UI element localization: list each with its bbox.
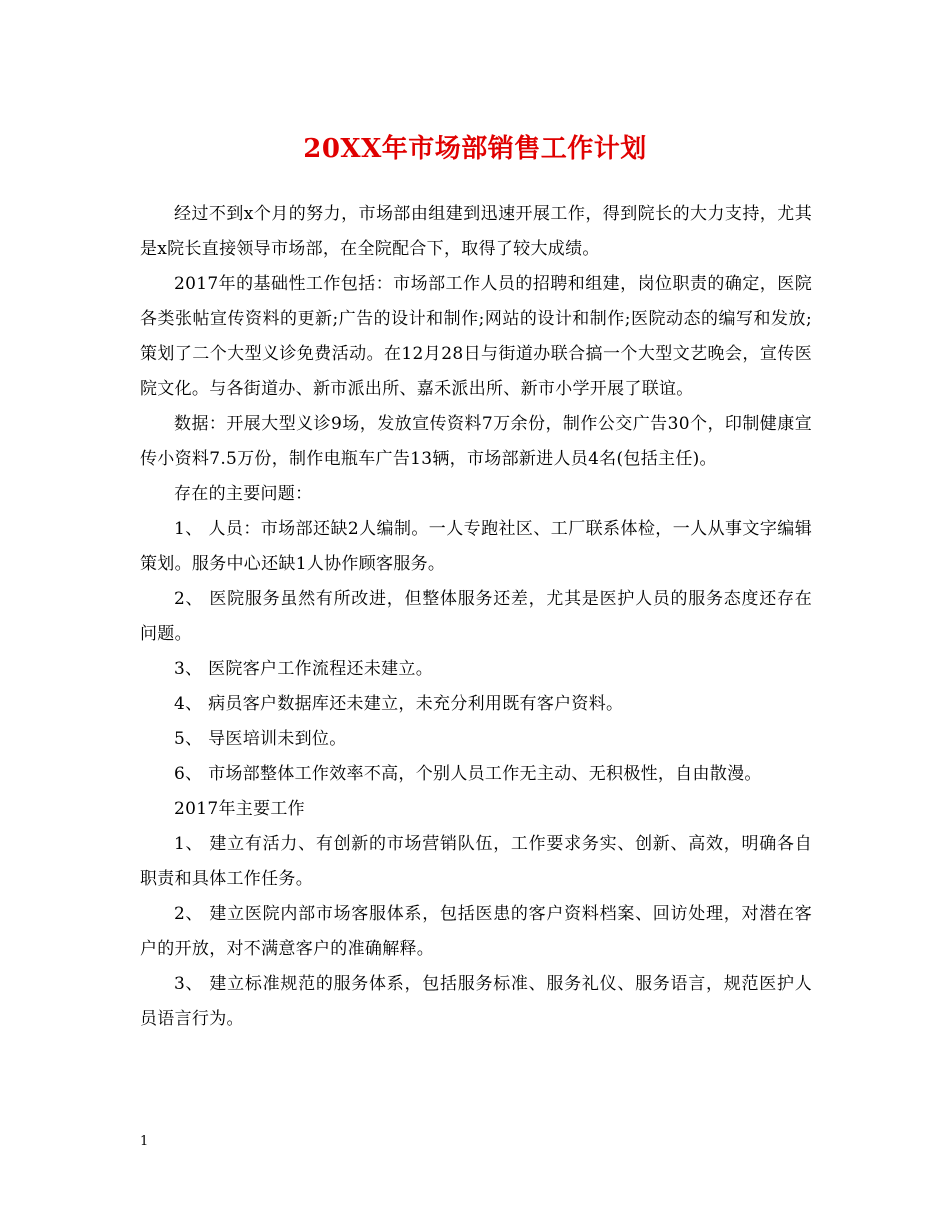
document-title: 20XX年市场部销售工作计划 bbox=[303, 134, 647, 164]
paragraph-problem-6: 6、 市场部整体工作效率不高，个别人员工作无主动、无积极性，自由散漫。 bbox=[174, 764, 762, 784]
paragraph-data: 数据：开展大型义诊9场，发放宣传资料7万余份，制作公交广告30个，印制健康宣传小资料7.5万份，制作电瓶车广告13辆，市场部新进人员4名(包括主任)。 bbox=[140, 414, 812, 469]
paragraph-problems-heading: 存在的主要问题： bbox=[174, 484, 313, 504]
paragraph-main-work-1: 1、 建立有活力、有创新的市场营销队伍，工作要求务实、创新、高效，明确各自职责和具体工作任务。 bbox=[140, 834, 812, 889]
paragraph-basic-work: 2017年的基础性工作包括：市场部工作人员的招聘和组建，岗位职责的确定，医院各类张帖宣传资料的更新;广告的设计和制作;网站的设计和制作;医院动态的编写和发放;策划了二个大型义诊免费活动。在12月28日与街道办联合搞一个大型文艺晚会，宣传医院文化。与各街道办、新市派出所、嘉禾派出所、新市小学开展了联谊。 bbox=[140, 274, 812, 399]
paragraph-problem-1: 1、 人员：市场部还缺2人编制。一人专跑社区、工厂联系体检，一人从事文字编辑策划。服务中心还缺1人协作顾客服务。 bbox=[140, 519, 812, 574]
page-number: 1 bbox=[140, 1134, 149, 1149]
paragraph-main-work-2: 2、 建立医院内部市场客服体系，包括医患的客户资料档案、回访处理，对潜在客户的开放，对不满意客户的准确解释。 bbox=[140, 904, 812, 959]
paragraph-main-work-3: 3、 建立标准规范的服务体系，包括服务标准、服务礼仪、服务语言，规范医护人员语言行为。 bbox=[140, 974, 812, 1029]
paragraph-intro: 经过不到x个月的努力，市场部由组建到迅速开展工作，得到院长的大力支持，尤其是x院长直接领导市场部，在全院配合下，取得了较大成绩。 bbox=[140, 204, 812, 259]
document-body bbox=[140, 197, 812, 1037]
paragraph-problem-5: 5、 导医培训未到位。 bbox=[174, 729, 347, 749]
paragraph-main-work-heading: 2017年主要工作 bbox=[174, 799, 305, 819]
paragraph-problem-3: 3、 医院客户工作流程还未建立。 bbox=[174, 659, 434, 679]
paragraph-problem-2: 2、 医院服务虽然有所改进，但整体服务还差，尤其是医护人员的服务态度还存在问题。 bbox=[140, 589, 812, 644]
paragraph-problem-4: 4、 病员客户数据库还未建立，未充分利用既有客户资料。 bbox=[174, 694, 624, 714]
